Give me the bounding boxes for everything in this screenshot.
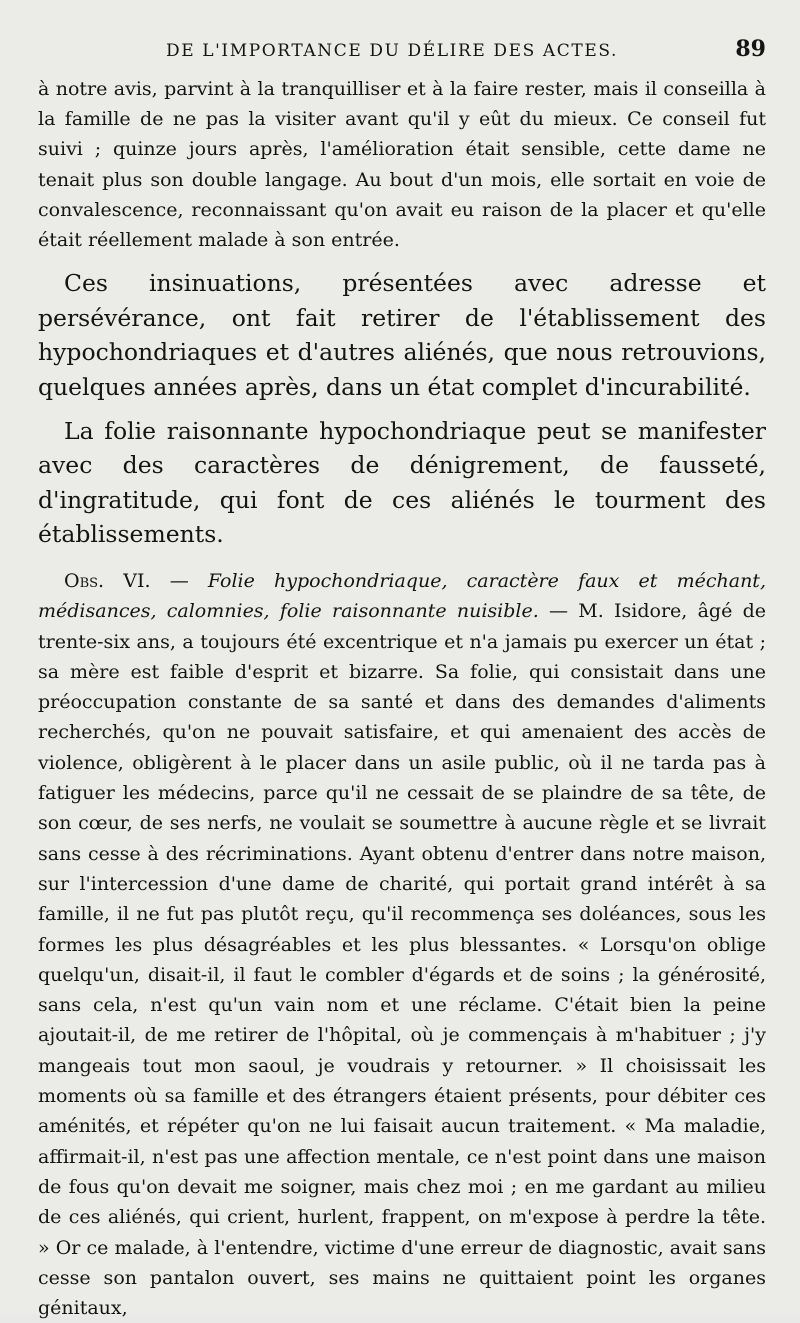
observation-label: Obs. VI. [64, 569, 151, 592]
observation-dash: — [150, 569, 208, 592]
page-header [38, 38, 766, 60]
insinuations-paragraph: Ces insinuations, présentées avec adresse et persévérance, ont fait retirer de l'établissement des hypochondriaques et d'autres aliénés, que nous retrouvions, quelques années après, dans un état complet d'incurabilité. [38, 269, 766, 401]
hypochondriac-paragraph: La folie raisonnante hypochondriaque peut se manifester avec des caractères de dénigrement, de fausseté, d'ingratitude, qui font de ces aliénés le tourment des établissements. [38, 416, 766, 549]
page-number: 89 [735, 36, 766, 62]
observation-title: Folie hypochondriaque, caractère faux et méchant, médisances, calomnies, folie raisonnante nuisible. [38, 569, 766, 623]
observation-body: — M. Isidore, âgé de trente-six ans, a toujours été excentrique et n'a jamais pu exercer un état ; sa mère est faible d'esprit et bizarre. Sa folie, qui consistait dans une préoccupation constante de sa santé et dans des demandes d'aliments recherchés, qu'on ne pouvait satisfaire, et qui amenaient des accès de violence, obligèrent à le placer dans un asile public, où il ne tarda pas à fatiguer les médecins, parce qu'il ne cessait de se plaindre de sa tête, de son cœur, de ses nerfs, ne voulait se soumettre à aucune règle et se livrait sans cesse à des récriminations. Ayant obtenu d'entrer dans notre maison, sur l'intercession d'une dame de charité, qui portait grand intérêt à sa famille, il ne fut pas plutôt reçu, qu'il recommença ses doléances, sous les formes les plus désagréables et les plus blessantes. « Lorsqu'on oblige quelqu'un, disait-il, il faut le combler d'égards et de soins ; la générosité, sans cela, n'est qu'un vain nom et une réclame. C'était bien la peine ajoutait-il, de me retirer de l'hôpital, où je commençais à m'habituer ; j'y mangeais tout mon saoul, je voudrais y retourner. » Il choisissait les moments où sa famille et des étrangers étaient présents, pour débiter ces aménités, et répéter qu'on ne lui faisait aucun traitement. « Ma maladie, affirmait-il, n'est pas une affection mentale, ce n'est point dans une maison de fous qu'on devait me soigner, mais chez moi ; en me gardant au milieu de ces aliénés, qui crient, hurlent, frappent, on m'expose à perdre la tête. » Or ce malade, à l'entendre, victime d'une erreur de diagnostic, avait sans cesse son pantalon ouvert, ses mains ne quittaient point les organes génitaux, [38, 600, 766, 1320]
observation-vi [38, 566, 766, 1323]
continued-paragraph: à notre avis, parvint à la tranquilliser et à la faire rester, mais il conseilla à la famille de ne pas la visiter avant qu'il y eût du mieux. Ce conseil fut suivi ; quinze jours après, l'amélioration était sensible, cette dame ne tenait plus son double langage. Au bout d'un mois, elle sortait en voie de convalescence, reconnaissant qu'on avait eu raison de la placer et qu'elle était réellement malade à son entrée. [38, 78, 766, 252]
running-head: DE L'IMPORTANCE DU DÉLIRE DES ACTES. [166, 41, 618, 61]
